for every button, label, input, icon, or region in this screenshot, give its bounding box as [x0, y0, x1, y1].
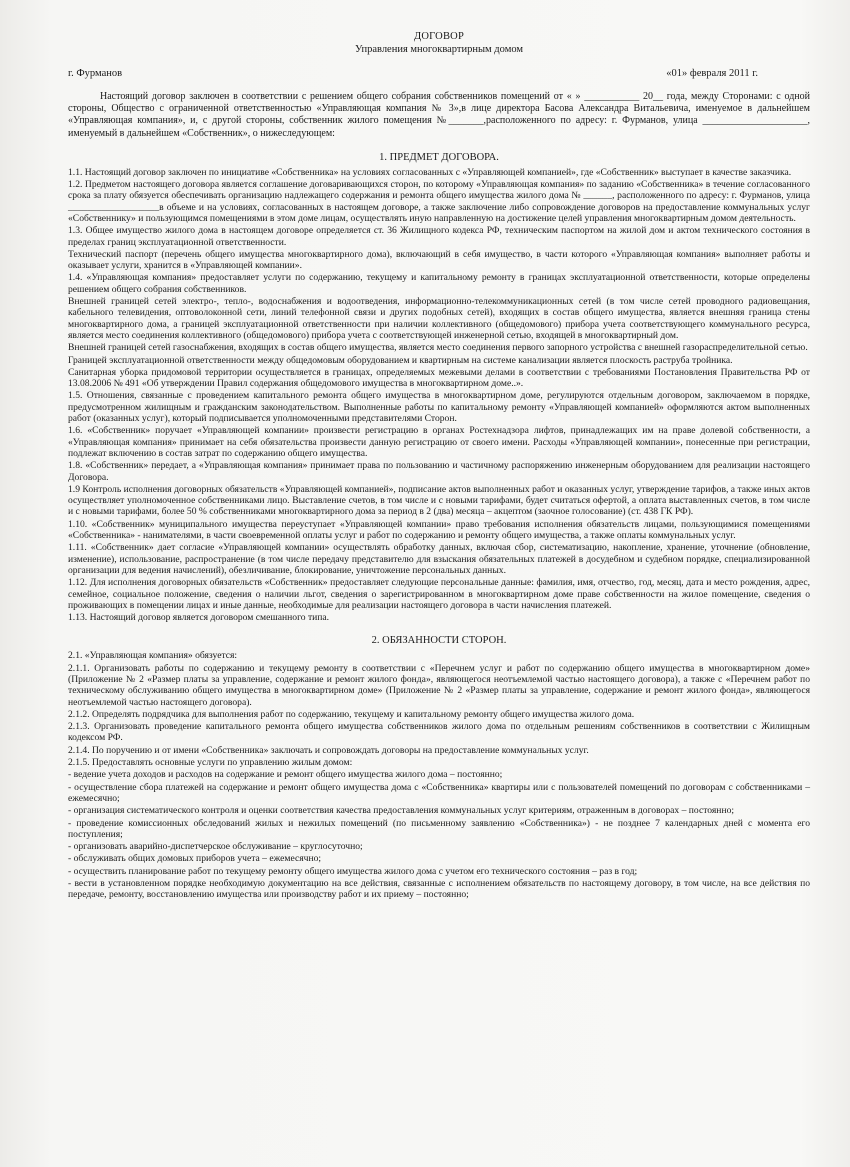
paragraph: 1.6. «Собственник» поручает «Управляющей компании» произвести регистрацию в органах Ростехнадзора лифтов, принадлежащих им на праве долевой собственности, а «Управляющая компания» принимает на себя обязательства произвести данную регистрацию от своего имени. Расходы «Управляющей компании», понесенные при регистрации, подлежат включению в состав затрат по содержанию общего имущества.	[68, 425, 810, 459]
paragraph: 2.1.5. Предоставлять основные услуги по управлению жилым домом:	[68, 757, 353, 769]
place-date-row	[68, 68, 810, 79]
list-item: - обслуживать общих домовых приборов учета – ежемесячно;	[68, 853, 322, 865]
paragraph: 2.1.2. Определять подрядчика для выполнения работ по содержанию, текущему и капитальному ремонту общего имущества жилого дома.	[68, 708, 635, 720]
paragraph: 1.12. Для исполнения договорных обязательств «Собственник» предоставляет следующие персональные данные: фамилия, имя, отчество, год, месяц, дата и место рождения, адрес, семейное, социальное положение, сведения о наличии льгот, сведения о зарегистрированном в многоквартирном доме праве собственности на жилое помещение, сведения о проживающих в помещении лицах и иные данные, необходимые для реализации настоящего договора в части начисления платежей.	[68, 577, 810, 611]
section-1-body	[68, 167, 810, 624]
paragraph: 1.9 Контроль исполнения договорных обязательств «Управляющей компанией», подписание актов выполненных работ и оказанных услуг, утверждение тарифов, а также иных актов осуществляет уполномоченное собственниками лицо. Выставление счетов, в том числе и с новыми тарифами, будет считаться офертой, а оплата выставленных счетов, в том числе и с новыми тарифами, более 50 % собственниками многоквартирного дома за период в 2 (два) месяца – акцептом (заочное голосование) (ст. 438 ГК РФ).	[68, 483, 810, 518]
list-item: - организация систематического контроля и оценки соответствия качества предоставления коммунальных услуг критериям, отраженным в договорах – постоянно;	[68, 805, 735, 817]
document-header	[68, 30, 810, 56]
list-item: - осуществить планирование работ по текущему ремонту общего имущества жилого дома с учетом его технического состояния – раз в год;	[68, 865, 638, 877]
list-item: - проведение комиссионных обследований жилых и нежилых помещений (по письменному заявлению «Собственника») - не позднее 7 календарных дней с момента его поступления;	[68, 817, 810, 840]
document-title: ДОГОВОР	[414, 31, 464, 42]
document-subtitle: Управления многоквартирным домом	[354, 44, 524, 55]
list-item: - осуществление сбора платежей на содержание и ремонт общего имущества дома с «Собственника» квартиры или с пользователей помещений по договорам с собственниками – ежемесячно;	[68, 781, 810, 804]
paragraph: 2.1.1. Организовать работы по содержанию и текущему ремонту в соответствии с «Перечнем услуг и работ по содержанию общего имущества в многоквартирном доме» (Приложение № 2 «Размер платы за управление, содержание и ремонт жилого фонда», являющегося неотъемлемой частью настоящего договора), а также с «Перечнем работ по техническому обслуживанию общего имущества в многоквартирном доме» (Приложение № 2 «Размер платы за управление, содержание и ремонт жилого фонда», являющегося неотъемлемой частью настоящего договора).	[68, 662, 810, 708]
paragraph: Границей эксплуатационной ответственности между общедомовым оборудованием и квартирным на системе канализации является плоскость раструба тройника.	[68, 354, 733, 366]
paragraph: 2.1.4. По поручению и от имени «Собственника» заключать и сопровождать договоры на предоставление коммунальных услуг.	[68, 744, 589, 756]
paragraph: Внешней границей сетей электро-, тепло-, водоснабжения и водоотведения, информационно-телекоммуникационных сетей (в том числе сетей проводного радиовещания, кабельного телевидения, оптоволоконной сети, линий телефонной связи и других подобных сетей), входящих в состав общего имущества, является внешняя граница стены многоквартирного дома, а границей эксплуатационной ответственности при наличии коллективного (общедомового) прибора учета соответствующего коммунального ресурса, является место соединения коллективного (общедомового) прибора учета с соответствующей инженерной сетью, входящей в многоквартирный дом.	[68, 296, 810, 341]
list-item: - организовать аварийно-диспетчерское обслуживание – круглосуточно;	[68, 841, 363, 853]
paragraph: 1.4. «Управляющая компания» предоставляет услуги по содержанию, текущему и капитальному ремонту в границах эксплуатационной ответственности, которые определены решением общего собрания собственников.	[68, 272, 810, 295]
paragraph: 1.11. «Собственник» дает согласие «Управляющей компании» осуществлять обработку данных, включая сбор, систематизацию, накопление, хранение, уточнение (обновление, изменение), использование, распространение (в том числе передачу представителю для взыскания обязательных платежей в досудебном и судебном порядке, специализированной организации для ведения начислений), обезличивание, блокирование, уничтожение персональных данных.	[68, 542, 810, 576]
city: г. Фурманов	[68, 68, 123, 79]
list-item: - ведение учета доходов и расходов на содержание и ремонт общего имущества жилого дома – постоянно;	[68, 769, 503, 781]
section-2-body	[68, 650, 810, 900]
section-1-title: 1. ПРЕДМЕТ ДОГОВОРА.	[379, 151, 499, 163]
contract-date: «01» февраля 2011 г.	[666, 68, 758, 79]
paragraph: Внешней границей сетей газоснабжения, входящих в состав общего имущества, является место соединения первого запорного устройства с внешней газораспределительной сетью.	[68, 342, 808, 354]
paragraph: 1.2. Предметом настоящего договора является соглашение договаривающихся сторон, по которому «Управляющая компания» по заданию «Собственника» в течение согласованного срока за плату обязуется обеспечивать организацию надлежащего содержания и ремонта общего имущества жилого дома № ______, расположенного по адресу: г. Фурманов, улица ___________________в объеме и на условиях, согласованных в настоящем договоре, а также заключение либо сопровождение договоров на предоставление коммунальных услуг «Собственнику» и пользующимся помещениями в этом доме лицам, осуществлять иную направленную на достижение целей управления многоквартирным домом деятельность.	[68, 179, 810, 224]
paragraph: 1.1. Настоящий договор заключен по инициативе «Собственника» на условиях согласованных с «Управляющей компанией», где «Собственник» выступает в качестве заказчика.	[68, 166, 792, 178]
paragraph: Санитарная уборка придомовой территории осуществляется в границах, определяемых межевыми делами в соответствии с требованиями Постановления Правительства РФ от 13.08.2006 № 491 «Об утверждении Правил содержания общедомового имущества в многоквартирном доме..».	[68, 366, 810, 390]
intro-paragraph: Настоящий договор заключен в соответствии с решением общего собрания собственников помещений от « » ___________ 20__ года, между Сторонами: с одной стороны, Общество с ограниченной ответственностью «Управляющая компания № 3»,в лице директора Басова Александра Витальевича, именуемое в дальнейшем «Управляющая компания», и, с другой стороны, собственник жилого помещения №_______,расположенного по адресу: г. Фурманов, улица _____________________, именуемый в дальнейшем «Собственник», о нижеследующем:	[68, 91, 810, 139]
paragraph: 1.13. Настоящий договор является договором смешанного типа.	[68, 612, 330, 624]
paragraph: 1.8. «Собственник» передает, а «Управляющая компания» принимает права по пользованию и частичному распоряжению инженерным оборудованием для реализации настоящего Договора.	[68, 460, 810, 483]
paragraph: 2.1.3. Организовать проведение капитального ремонта общего имущества собственников жилого дома по отдельным решениям собственников в соответствии с Жилищным кодексом РФ.	[68, 721, 810, 744]
paragraph: 2.1. «Управляющая компания» обязуется:	[68, 650, 238, 662]
paragraph: 1.10. «Собственник» муниципального имущества переуступает «Управляющей компании» право требования исполнения обязательств лицами, пользующимися помещениями «Собственника» - нанимателями, в части своевременной оплаты услуг и работ по содержанию и ремонту общего имущества, а также оплаты коммунальных услуг.	[68, 518, 810, 542]
paragraph: 1.5. Отношения, связанные с проведением капитального ремонта общего имущества в многоквартирном доме, регулируются отдельным договором, заключаемом в порядке, предусмотренном жилищным и гражданским законодательством. Выполненные работы по капитальному ремонту «Управляющей компанией» оформляются актом выполненных работ (оказанных услуг), который подписывается уполномоченными представителями Сторон.	[68, 390, 810, 425]
section-2-title: 2. ОБЯЗАННОСТИ СТОРОН.	[371, 635, 507, 647]
paragraph: 1.3. Общее имущество жилого дома в настоящем договоре определяется ст. 36 Жилищного кодекса РФ, техническим паспортом на жилой дом и актом технического состояния в пределах границ эксплуатационной ответственности.	[68, 225, 810, 248]
paragraph: Технический паспорт (перечень общего имущества многоквартирного дома), включающий в себя имущество, в части которого «Управляющая компания» выполняет работы и оказывает услуги, хранится в «Управляющей компании».	[68, 248, 810, 272]
list-item: - вести в установленном порядке необходимую документацию на все действия, связанные с исполнением обязательств по настоящему договору, в том числе, на все действия по передаче, ремонту, восстановлению имущества или производству работ и их приему – постоянно;	[68, 878, 810, 901]
